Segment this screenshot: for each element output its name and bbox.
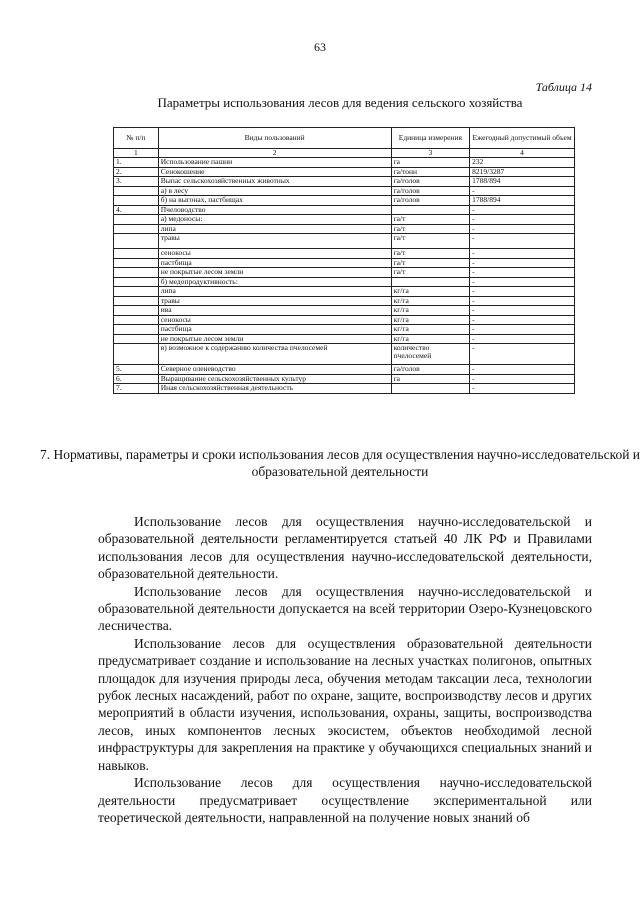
table-cell	[391, 384, 470, 394]
table-cell: Использование пашни	[158, 158, 391, 168]
page-number: 63	[314, 40, 326, 54]
table-cell: кг/га	[391, 296, 470, 306]
table-label: Таблица 14	[535, 80, 592, 94]
paragraph: Использование лесов для осуществления научно-исследовательской деятельности предусматривает осуществление экспериментальной или теоретической деятельности, направленной на получение новых знаний об	[98, 775, 592, 825]
table-cell	[114, 306, 159, 316]
table-cell: га/т	[391, 234, 470, 249]
header-cell: Единица измерения	[391, 128, 470, 149]
table-cell: -	[470, 258, 575, 268]
table-cell	[114, 277, 159, 287]
table-cell	[114, 186, 159, 196]
table-row	[114, 325, 575, 335]
table-cell	[114, 234, 159, 249]
table-cell: 2.	[114, 167, 159, 177]
table-cell: травы	[158, 296, 391, 306]
table-cell	[114, 344, 159, 365]
table-row	[114, 158, 575, 168]
table-cell: 4.	[114, 205, 159, 215]
table-row	[114, 186, 575, 196]
table-header-row	[114, 128, 575, 149]
table-cell	[114, 215, 159, 225]
table-cell	[114, 196, 159, 206]
table-row	[114, 224, 575, 234]
table-cell: 232	[470, 158, 575, 168]
table-title: Параметры использования лесов для ведения сельского хозяйства	[157, 95, 523, 110]
paragraph: Использование лесов для осуществления научно-исследовательской и образовательной деятельности допускается на всей территории Озеро-Кузнецовского лесничества.	[98, 583, 592, 634]
table-row	[114, 196, 575, 206]
column-number: 1	[114, 149, 159, 158]
table-cell: ива	[158, 306, 391, 316]
paragraph: Использование лесов для осуществления научно-исследовательской и образовательной деятельности регламентируется статьей 40 ЛК РФ и Правилами использования лесов для осуществления научно-исследовательской деятельности, образовательной деятельности.	[98, 514, 592, 582]
table-cell: га/голов	[391, 186, 470, 196]
table-row	[114, 234, 575, 249]
table-row	[114, 306, 575, 316]
header-cell: Виды пользований	[158, 128, 391, 149]
table-cell: га	[391, 158, 470, 168]
table-cell: не покрытые лесом земли	[158, 268, 391, 278]
table-cell	[114, 325, 159, 335]
table-row	[114, 268, 575, 278]
table-row	[114, 167, 575, 177]
table-cell	[114, 315, 159, 325]
table-cell: га/т	[391, 268, 470, 278]
table-cell: 8219/3287	[470, 167, 575, 177]
table-cell: -	[470, 186, 575, 196]
table-row	[114, 258, 575, 268]
header-cell: Ежегодный допустимый объем	[470, 128, 575, 149]
table-cell: -	[470, 249, 575, 259]
table-cell: б) на выгонах, пастбищах	[158, 196, 391, 206]
table-cell: а) медоносы:	[158, 215, 391, 225]
section-title: 7. Нормативы, параметры и сроки использования лесов для осуществления научно-исследовательской и образовательной деятельности	[39, 447, 640, 479]
table-row	[114, 249, 575, 259]
table-cell: кг/га	[391, 306, 470, 316]
table-cell	[114, 287, 159, 297]
table-row	[114, 374, 575, 384]
table-row	[114, 334, 575, 344]
table-cell: 5.	[114, 365, 159, 375]
table-row	[114, 315, 575, 325]
table-cell: Иная сельскохозяйственная деятельность	[158, 384, 391, 394]
table-cell: 1.	[114, 158, 159, 168]
table-cell: а) в лесу	[158, 186, 391, 196]
table-cell: в) возможное к содержанию количества пчелосемей	[158, 344, 391, 365]
table-cell: липа	[158, 287, 391, 297]
table-row	[114, 215, 575, 225]
table-cell: Пчеловодство	[158, 205, 391, 215]
table-cell: га/т	[391, 258, 470, 268]
table-cell: пастбища	[158, 258, 391, 268]
table-cell: 1788/894	[470, 177, 575, 187]
body-text	[98, 513, 592, 826]
table-cell: сенокосы	[158, 249, 391, 259]
table-cell: -	[470, 296, 575, 306]
table-cell: количество пчелосемей	[391, 344, 470, 365]
table-cell: -	[470, 287, 575, 297]
table-cell: -	[470, 325, 575, 335]
table-cell: 7.	[114, 384, 159, 394]
table-cell: -	[470, 205, 575, 215]
column-number-row	[114, 149, 575, 158]
table-cell	[114, 224, 159, 234]
table-cell: -	[470, 224, 575, 234]
table-cell: -	[470, 234, 575, 249]
table-cell: Северное оленеводство	[158, 365, 391, 375]
table-cell: не покрытые лесом земли	[158, 334, 391, 344]
table-cell: 1788/894	[470, 196, 575, 206]
table-cell: -	[470, 315, 575, 325]
table-cell: 3.	[114, 177, 159, 187]
table-cell: -	[470, 215, 575, 225]
table-cell: Выращивание сельскохозяйственных культур	[158, 374, 391, 384]
table-cell: Выпас сельскохозяйственных животных	[158, 177, 391, 187]
table-cell: -	[470, 365, 575, 375]
table-cell	[114, 258, 159, 268]
table-cell: кг/га	[391, 334, 470, 344]
table-row	[114, 296, 575, 306]
table-row	[114, 205, 575, 215]
table-cell: га/т	[391, 215, 470, 225]
table-cell: га/голов	[391, 177, 470, 187]
column-number: 3	[391, 149, 470, 158]
table-cell: -	[470, 384, 575, 394]
parameters-table	[113, 127, 575, 394]
table-cell	[114, 249, 159, 259]
table-cell: липа	[158, 224, 391, 234]
table-cell: -	[470, 277, 575, 287]
table-cell: -	[470, 334, 575, 344]
table-cell	[391, 277, 470, 287]
table-cell: га	[391, 374, 470, 384]
table-cell	[114, 268, 159, 278]
table-cell: -	[470, 268, 575, 278]
table-cell: кг/га	[391, 287, 470, 297]
table-cell: га/голов	[391, 196, 470, 206]
table-row	[114, 277, 575, 287]
column-number: 2	[158, 149, 391, 158]
table-row	[114, 384, 575, 394]
table-row	[114, 344, 575, 365]
table-cell	[114, 334, 159, 344]
table-cell: б) медопродуктивность:	[158, 277, 391, 287]
table-cell: пастбища	[158, 325, 391, 335]
table-body	[114, 158, 575, 394]
table-cell: га/голов	[391, 365, 470, 375]
table-cell: -	[470, 344, 575, 365]
paragraph: Использование лесов для осуществления образовательной деятельности предусматривает создание и использование на лесных участках полигонов, опытных площадок для изучения природы леса, обучения методам таксации леса, технологии рубок лесных насаждений, работ по охране, защите, воспроизводству лесов и других мероприятий в области изучения, использования, охраны, защиты, воспроизводства лесов, иных компонентов лесных экосистем, объектов необходимой лесной инфраструктуры для закрепления на практике у обучающихся специальных знаний и навыков.	[98, 635, 592, 773]
column-number: 4	[470, 149, 575, 158]
table-cell: га/т	[391, 224, 470, 234]
table-cell: сенокосы	[158, 315, 391, 325]
table-cell: 6.	[114, 374, 159, 384]
table-cell: -	[470, 306, 575, 316]
table-row	[114, 177, 575, 187]
table-row	[114, 365, 575, 375]
table-cell: Сенокошение	[158, 167, 391, 177]
header-cell: № п/п	[114, 128, 159, 149]
table-cell: га/тонн	[391, 167, 470, 177]
table-cell: кг/га	[391, 325, 470, 335]
table-cell: кг/га	[391, 315, 470, 325]
table-cell: -	[470, 374, 575, 384]
table-cell: травы	[158, 234, 391, 249]
table-cell: га/т	[391, 249, 470, 259]
table-cell	[114, 296, 159, 306]
table-cell	[391, 205, 470, 215]
table-row	[114, 287, 575, 297]
